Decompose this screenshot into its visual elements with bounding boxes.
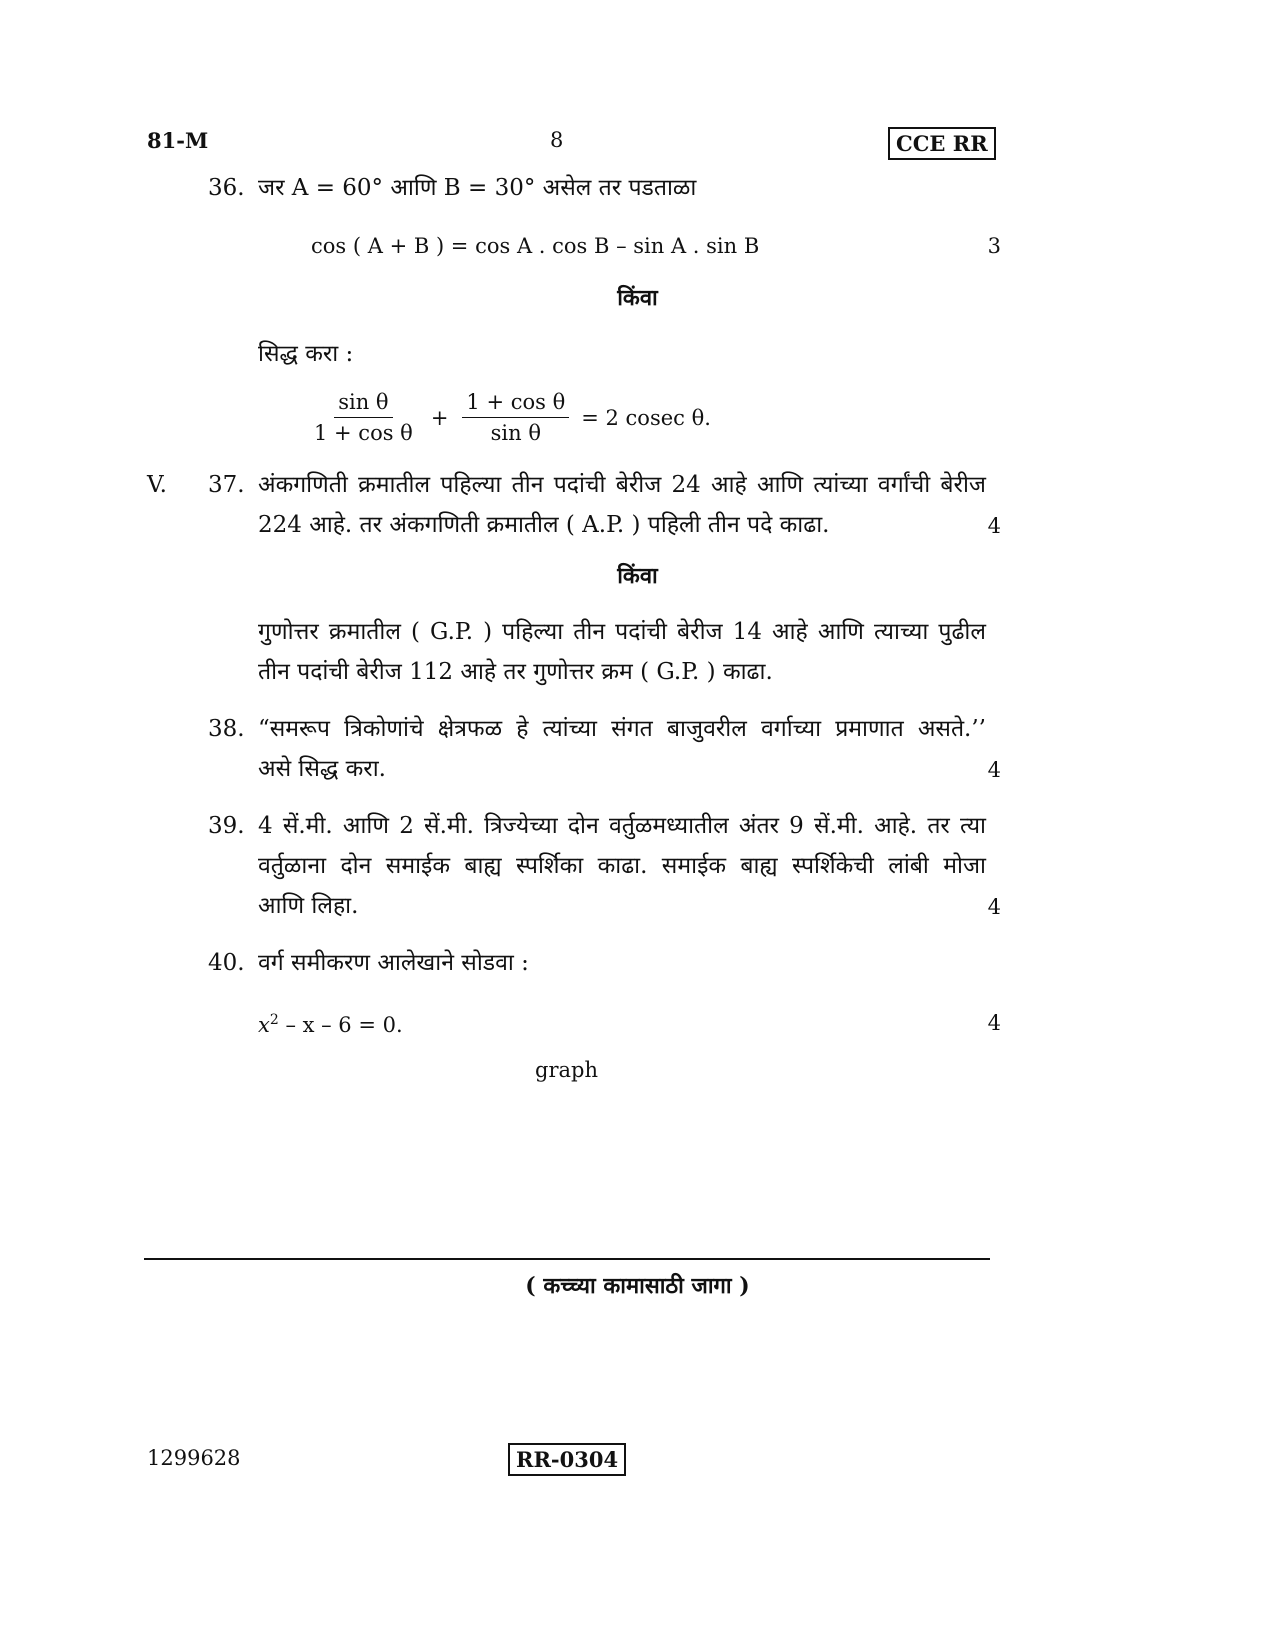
q40-text: वर्ग समीकरण आलेखाने सोडवा : [258,950,529,976]
q39-number: 39. [208,813,245,839]
fraction-2-denominator: sin θ [490,421,541,445]
equation-exponent: 2 [269,1012,279,1028]
serial-number: 1299628 [147,1446,241,1470]
equation-rest: – x – 6 = 0. [278,1013,403,1037]
fraction-1-denominator: 1 + cos θ [314,421,413,445]
q37-alt-line-2: तीन पदांची बेरीज 112 आहे तर गुणोत्तर क्रम ( G.P. ) काढा. [258,659,773,685]
identity-result: = 2 cosec θ. [581,405,711,430]
q38-number: 38. [208,716,245,742]
graph-label: graph [535,1058,598,1082]
q36-number: 36. [208,175,245,201]
fraction-1 [310,389,417,446]
q37-marks: 4 [987,514,1001,538]
q36-formula: cos ( A + B ) = cos A . cos B – sin A . sin B [311,234,760,258]
q37-number: 37. [208,472,245,498]
q39-line-1: 4 सें.मी. आणि 2 सें.मी. त्रिज्येच्या दोन वर्तुळमध्यातील अंतर 9 सें.मी. आहे. तर त्या [258,813,986,839]
q38-line-1: “समरूप त्रिकोणांचे क्षेत्रफळ हे त्यांच्या संगत बाजुवरील वर्गाच्या प्रमाणात असते.’’ [258,716,986,742]
q37-line-1: अंकगणिती क्रमातील पहिल्या तीन पदांची बेरीज 24 आहे आणि त्यांच्या वर्गांची बेरीज [258,472,986,498]
q39-line-3: आणि लिहा. [258,893,359,919]
q39-line-2: वर्तुळाना दोन समाईक बाह्य स्पर्शिका काढा. समाईक बाह्य स्पर्शिकेची लांबी मोजा [258,853,986,879]
series-badge: CCE RR [888,127,996,160]
q40-marks: 4 [987,1011,1001,1035]
q37-alt-line-1: गुणोत्तर क्रमातील ( G.P. ) पहिल्या तीन पदांची बेरीज 14 आहे आणि त्याच्या पुढील [258,619,986,645]
q36-prove-label: सिद्ध करा : [258,341,354,367]
q37-line-2: 224 आहे. तर अंकगणिती क्रमातील ( A.P. ) पहिली तीन पदे काढा. [258,512,830,538]
q36-identity [310,389,725,446]
fraction-2 [462,389,569,446]
q39-marks: 4 [987,895,1001,919]
page-number: 8 [550,128,564,152]
q40-equation [258,1000,403,1045]
q40-number: 40. [208,950,245,976]
q38-line-2: असे सिद्ध करा. [258,756,386,782]
q38-marks: 4 [987,758,1001,782]
q36-marks: 3 [987,234,1001,258]
rough-work-divider [144,1258,990,1260]
fraction-1-numerator: sin θ [334,389,392,418]
footer-code-badge: RR-0304 [508,1443,626,1476]
section-v-label: V. [147,472,167,498]
q36-text: जर A = 60° आणि B = 30° असेल तर पडताळा [258,175,697,201]
rough-work-label: ( कच्च्या कामासाठी जागा ) [525,1273,750,1299]
q37-or-label: किंवा [617,563,658,589]
plus-sign: + [430,405,449,430]
equation-variable: x [258,1013,270,1037]
fraction-2-numerator: 1 + cos θ [462,389,569,418]
q36-or-label: किंवा [617,285,658,311]
paper-code: 81-M [147,128,209,153]
